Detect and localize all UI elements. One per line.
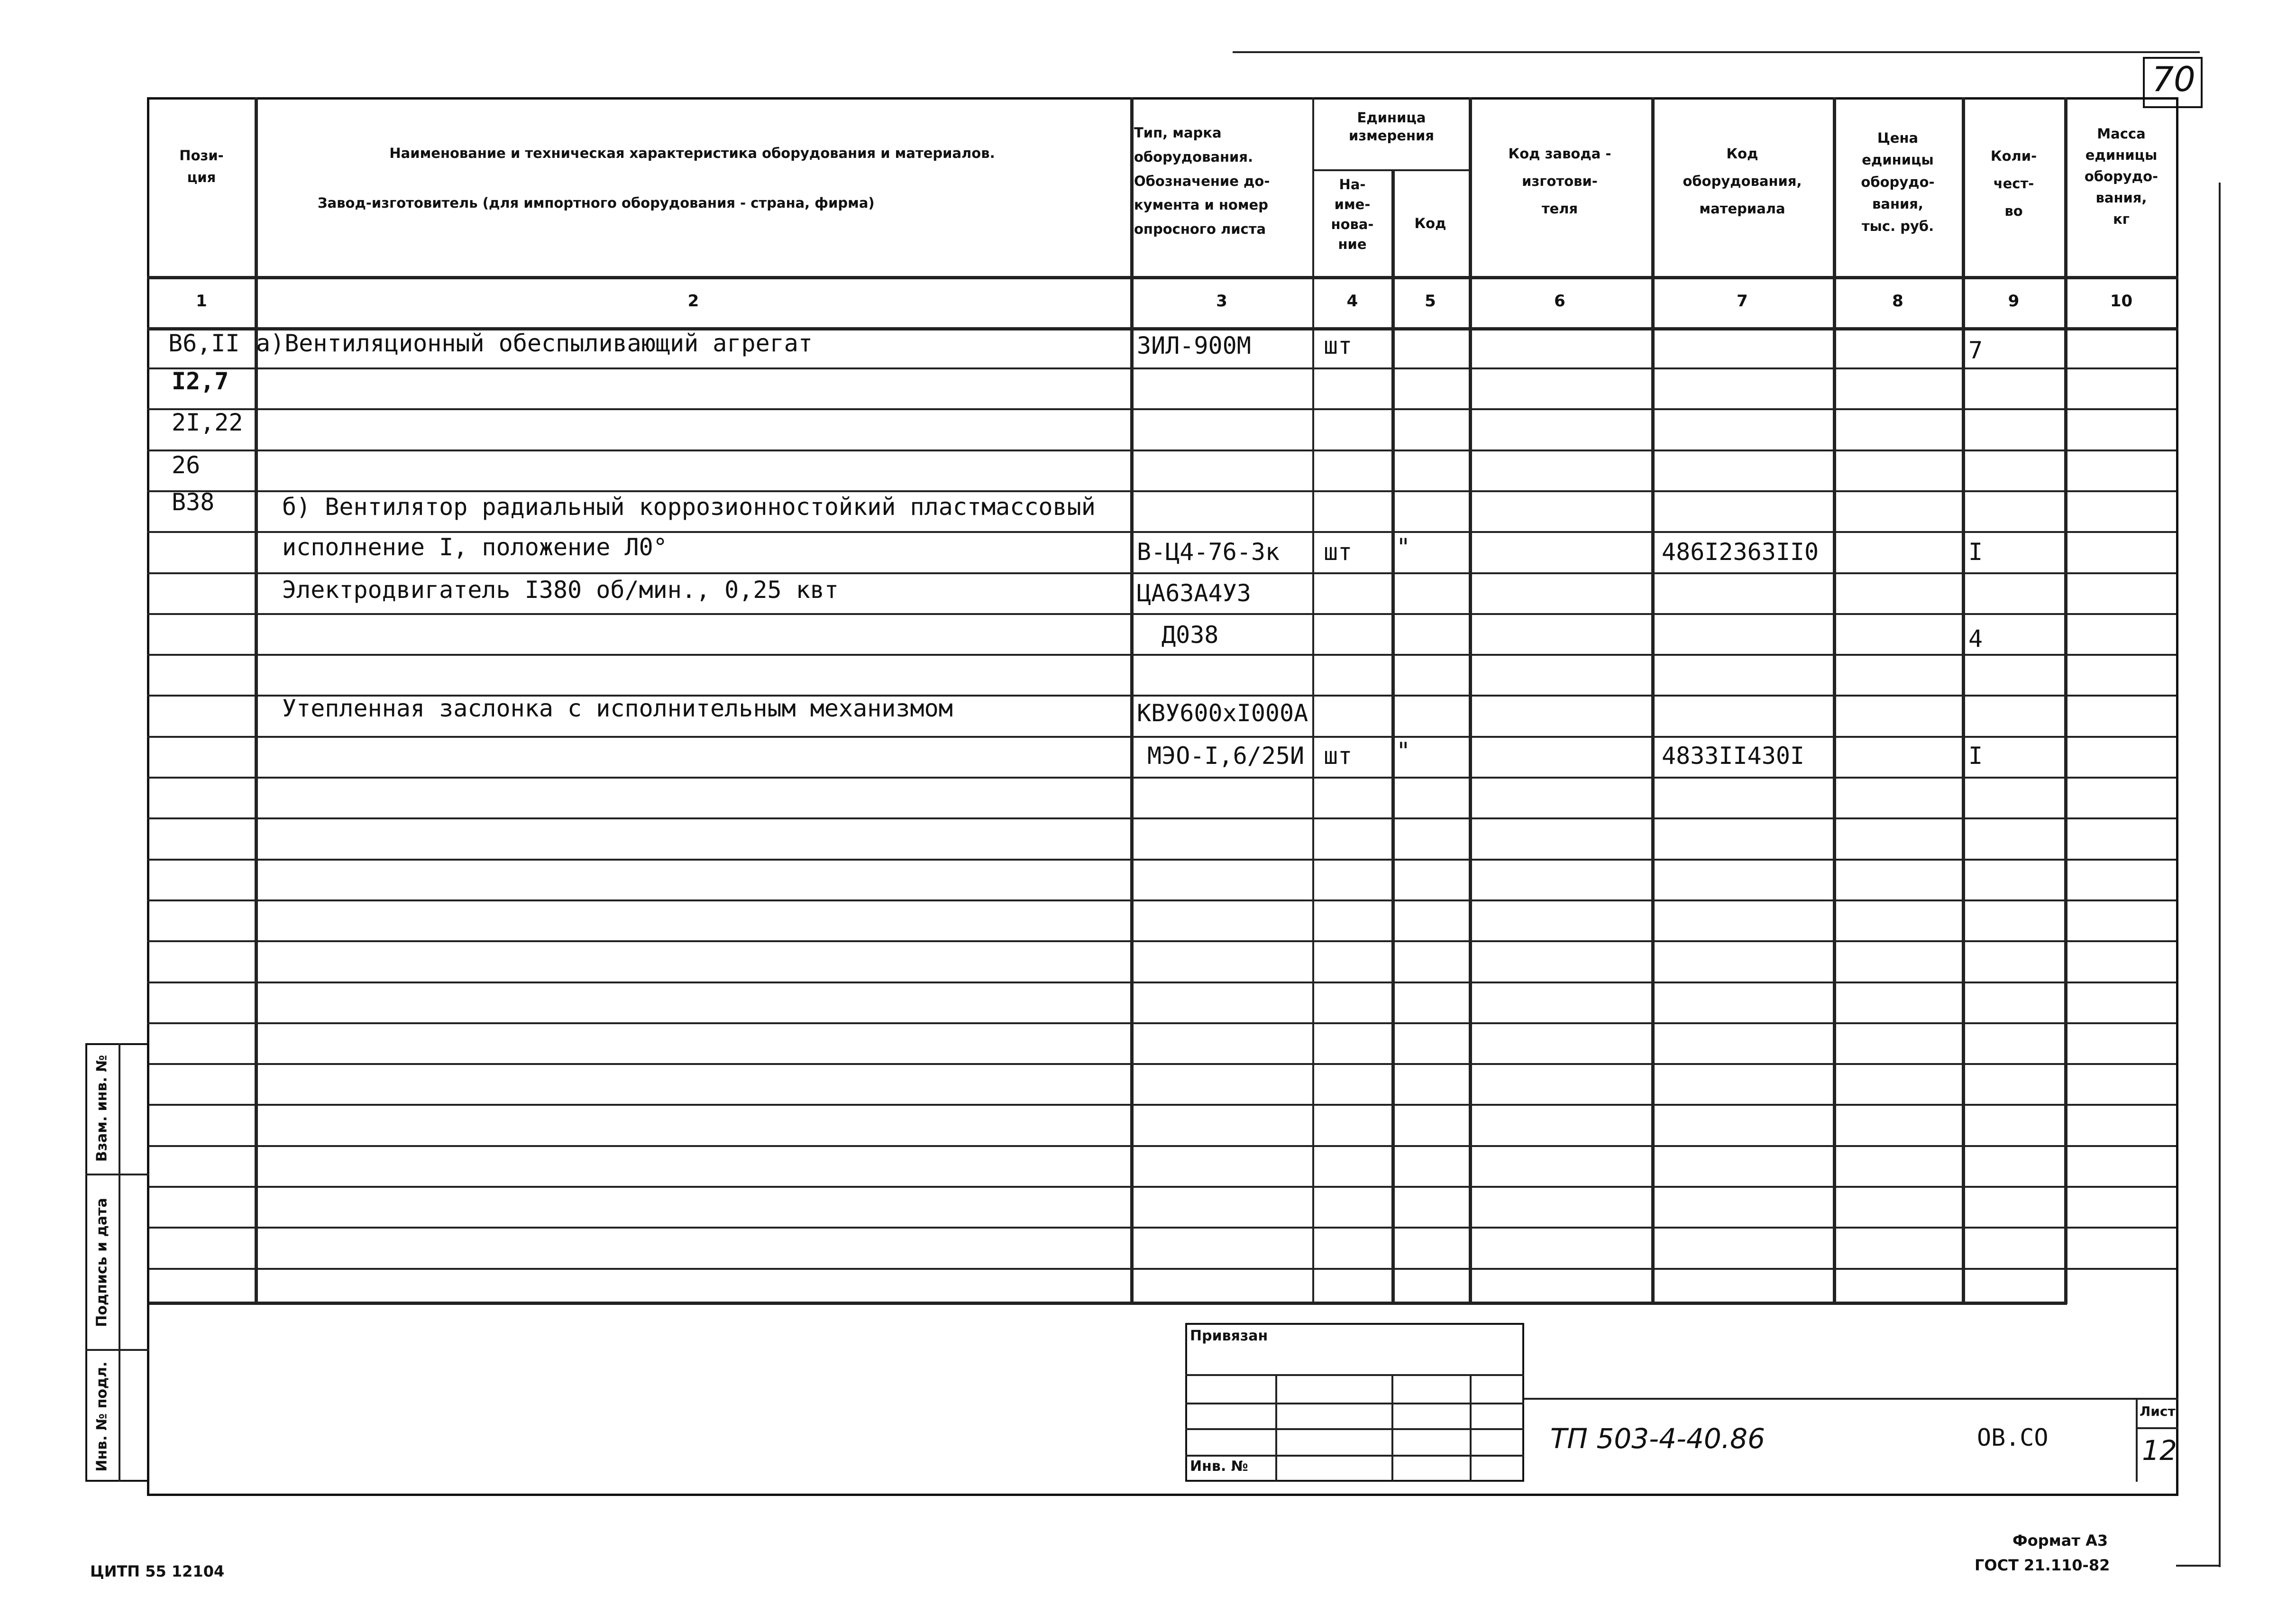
side-label-swap: Взам. инв. № — [93, 1055, 110, 1162]
row-line — [147, 654, 2176, 656]
footer-gost: ГОСТ 21.110-82 — [1975, 1556, 2110, 1574]
top-rule — [1233, 51, 2200, 53]
row-line — [147, 450, 2176, 451]
header-mass: Масса единицы оборудо- вания, кг — [2084, 126, 2159, 227]
row-line — [147, 531, 2176, 533]
stamp-linked-label: Привязан — [1190, 1328, 1268, 1344]
side-strip-divider — [119, 1043, 120, 1482]
colnum-8: 8 — [1892, 292, 1903, 311]
stamp-vline-1 — [1275, 1374, 1277, 1481]
colnum-5: 5 — [1425, 292, 1436, 311]
col-line-6 — [1651, 97, 1655, 1304]
row-line — [147, 1104, 2176, 1106]
stamp-line-3 — [1185, 1428, 1524, 1430]
row-3-pos: 2I,22 — [172, 409, 243, 436]
row-6-type: В-Ц4-76-3к — [1137, 538, 1280, 566]
header-equip-code: Код оборудования, материала — [1683, 146, 1802, 217]
row-line — [147, 817, 2176, 819]
row-5-name: б) Вентилятор радиальный коррозионностойкий пластмассовый — [282, 493, 1096, 521]
row-11-code: " — [1396, 737, 1411, 765]
col-line-7 — [1833, 97, 1836, 1304]
colnum-2: 2 — [687, 292, 699, 311]
row-6-unit: шт — [1324, 538, 1353, 566]
unit-sub-line — [1312, 169, 1469, 171]
row-1-type: ЗИЛ-900М — [1137, 332, 1251, 359]
header-unit-group: Единица измерения — [1349, 110, 1434, 144]
side-label-sign: Подпись и дата — [93, 1198, 110, 1327]
row-6-qty: I — [1968, 538, 1983, 566]
row-line — [147, 899, 2176, 901]
stamp-doc-code: ТП 503-4-40.86 — [1550, 1422, 1765, 1455]
stamp-line-2 — [1185, 1403, 1524, 1404]
row-line — [147, 408, 2176, 410]
header-qty: Коли- чест- во — [1990, 148, 2037, 219]
colnum-4: 4 — [1346, 292, 1358, 311]
row-line — [147, 940, 2176, 942]
row-1-unit: шт — [1324, 332, 1353, 359]
col-line-5 — [1469, 97, 1472, 1304]
row-line — [147, 1063, 2176, 1065]
row-line — [147, 1227, 2176, 1229]
header-factory-code: Код завода - изготови- теля — [1508, 146, 1611, 217]
row-2-pos: I2,7 — [172, 367, 229, 395]
header-unit-name: На- име- нова- ние — [1331, 176, 1374, 253]
header-position: Пози- ция — [179, 147, 224, 186]
col-line-9 — [2064, 97, 2067, 1304]
row-6-name: исполнение I, положение Л0° — [282, 533, 668, 561]
colnum-10: 10 — [2110, 292, 2133, 311]
row-line — [147, 613, 2176, 615]
header-price: Цена единицы оборудо- вания, тыс. руб. — [1861, 130, 1935, 234]
header-name-line2: Завод-изготовитель (для импортного оборудования - страна, фирма) — [318, 195, 875, 211]
stamp-sheet-divider — [2136, 1398, 2138, 1482]
bottom-right-line — [2176, 1565, 2220, 1567]
row-5-pos: В38 — [172, 488, 215, 516]
header-name-line1: Наименование и техническая характеристика оборудования и материалов. — [389, 145, 995, 161]
row-7-type: ЦА63А4У3 — [1137, 579, 1251, 607]
row-1-pos: В6,II — [168, 330, 240, 357]
row-line — [147, 1022, 2176, 1024]
header-unit-code: Код — [1414, 215, 1446, 231]
row-7-name: Электродвигатель I380 об/мин., 0,25 квт — [282, 576, 839, 604]
stamp-line-4 — [1185, 1455, 1524, 1457]
stamp-inv-label: Инв. № — [1190, 1458, 1248, 1475]
row-8-qty: 4 — [1968, 625, 1983, 652]
row-1-name: а)Вентиляционный обеспыливающий агрегат — [256, 330, 813, 357]
stamp-vline-2 — [1391, 1374, 1393, 1481]
header-type: Тип, марка оборудования. Обозначение до- кумента и номер опросного листа — [1134, 125, 1270, 237]
row-4-pos: 26 — [172, 451, 201, 479]
stamp-sheet-line — [2136, 1427, 2178, 1429]
row-line — [147, 736, 2176, 738]
colnum-6: 6 — [1554, 292, 1565, 311]
stamp-sheet-label: Лист — [2140, 1404, 2176, 1419]
colnum-9: 9 — [2008, 292, 2020, 311]
row-line — [147, 1145, 2176, 1147]
side-label-inv: Инв. № подл. — [93, 1361, 110, 1472]
col-line-1 — [255, 97, 258, 1304]
col-line-3 — [1312, 97, 1314, 1304]
row-line — [147, 572, 2176, 574]
colnum-7: 7 — [1737, 292, 1748, 311]
stamp-doc-line — [1524, 1398, 2178, 1400]
row-line — [147, 1268, 2176, 1270]
col-line-8 — [1962, 97, 1965, 1304]
row-11-type: МЭО-I,6/25И — [1147, 742, 1305, 770]
stamp-section: ОВ.СО — [1977, 1424, 2049, 1451]
row-1-qty: 7 — [1968, 337, 1983, 364]
row-11-equip-code: 4833II430I — [1662, 742, 1805, 770]
row-8-type: Д038 — [1162, 621, 1219, 649]
colnum-1: 1 — [196, 292, 207, 311]
stamp-vline-3 — [1470, 1374, 1472, 1481]
colnum-3: 3 — [1216, 292, 1227, 311]
row-11-unit: шт — [1324, 742, 1353, 770]
row-line — [147, 490, 2176, 492]
row-line — [147, 777, 2176, 779]
row-10-type: КВУ600хI000А — [1137, 699, 1308, 727]
row-line — [147, 859, 2176, 861]
table-bottom-line — [147, 1302, 2067, 1305]
row-line — [147, 1186, 2176, 1188]
header-bottom-line — [147, 276, 2178, 279]
side-strip-line-1 — [85, 1174, 149, 1175]
row-line — [147, 367, 2176, 369]
right-edge-line — [2219, 183, 2221, 1567]
row-line — [147, 982, 2176, 983]
stamp-line-1 — [1185, 1374, 1524, 1376]
row-6-equip-code: 486I2363II0 — [1662, 538, 1819, 566]
row-6-code: " — [1396, 533, 1411, 561]
footer-format: Формат А3 — [2012, 1532, 2108, 1550]
footer-print-code: ЦИТП 55 12104 — [90, 1562, 225, 1580]
col-line-2 — [1130, 97, 1134, 1304]
row-10-name: Утепленная заслонка с исполнительным механизмом — [282, 695, 953, 722]
page-number: 70 — [2152, 59, 2195, 99]
row-11-qty: I — [1968, 742, 1983, 770]
stamp-sheet-number: 12 — [2142, 1434, 2177, 1467]
